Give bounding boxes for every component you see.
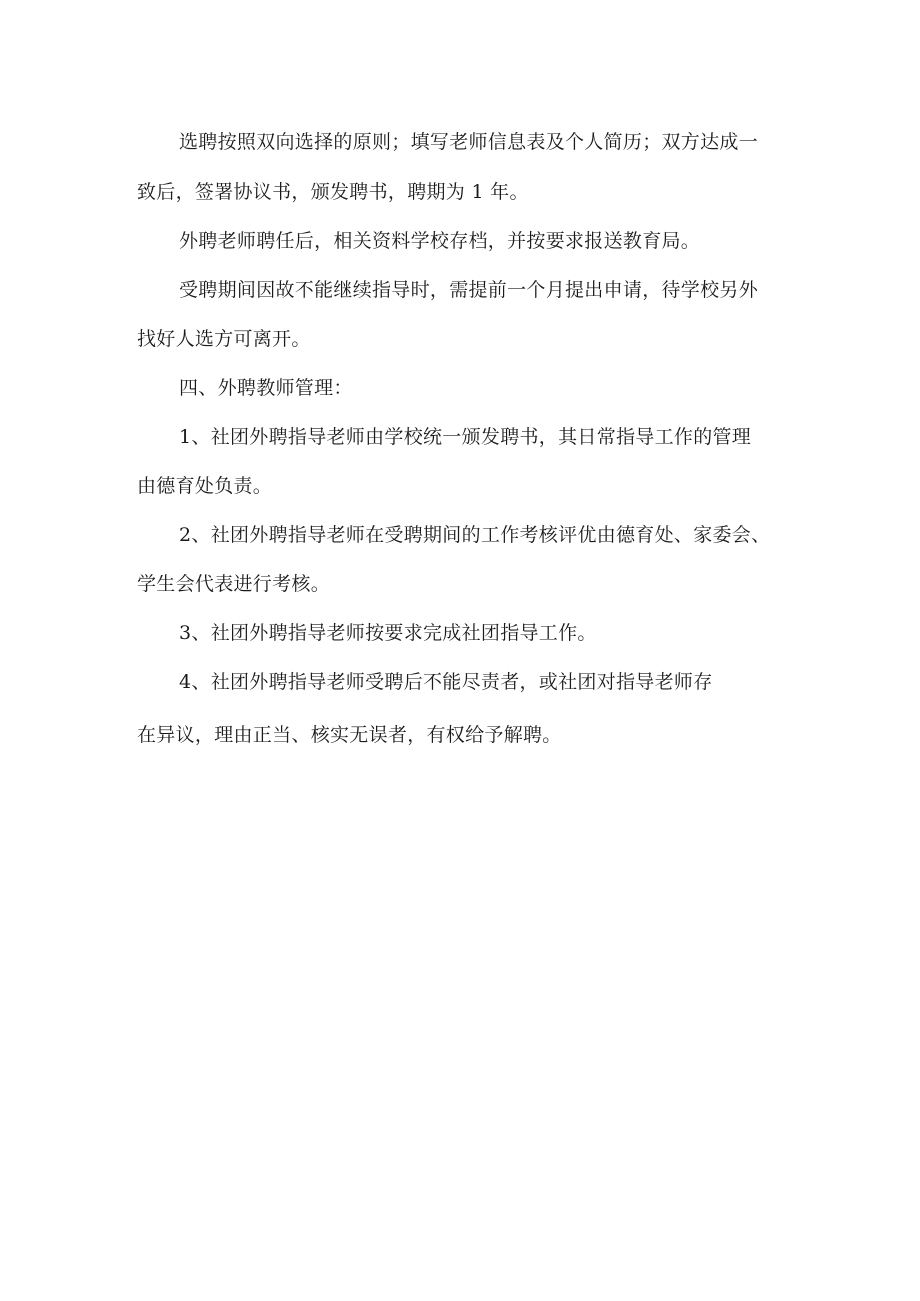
item-3: 3、社团外聘指导老师按要求完成社团指导工作。 (179, 622, 597, 644)
paragraph-selection-line-1: 选聘按照双向选择的原则；填写老师信息表及个人简历；双方达成一 (179, 131, 759, 153)
item-2-line-2: 学生会代表进行考核。 (137, 573, 331, 595)
paragraph-selection-line-2: 致后，签署协议书，颁发聘书，聘期为 1 年。 (137, 181, 529, 203)
item-4-line-2: 在异议，理由正当、核实无误者，有权给予解聘。 (137, 724, 562, 746)
item-4-line-1: 4、社团外聘指导老师受聘后不能尽责者，或社团对指导老师存 (179, 671, 713, 693)
paragraph-leave-line-2: 找好人选方可离开。 (137, 328, 311, 350)
section-heading-management: 四、外聘教师管理： (179, 377, 353, 399)
item-2-line-1: 2、社团外聘指导老师在受聘期间的工作考核评优由德育处、家委会、 (179, 524, 771, 546)
item-1-line-2: 由德育处负责。 (137, 475, 273, 497)
paragraph-archive: 外聘老师聘任后，相关资料学校存档，并按要求报送教育局。 (179, 230, 701, 252)
paragraph-leave-line-1: 受聘期间因故不能继续指导时，需提前一个月提出申请，待学校另外 (179, 279, 759, 301)
item-1-line-1: 1、社团外聘指导老师由学校统一颁发聘书，其日常指导工作的管理 (179, 426, 752, 448)
